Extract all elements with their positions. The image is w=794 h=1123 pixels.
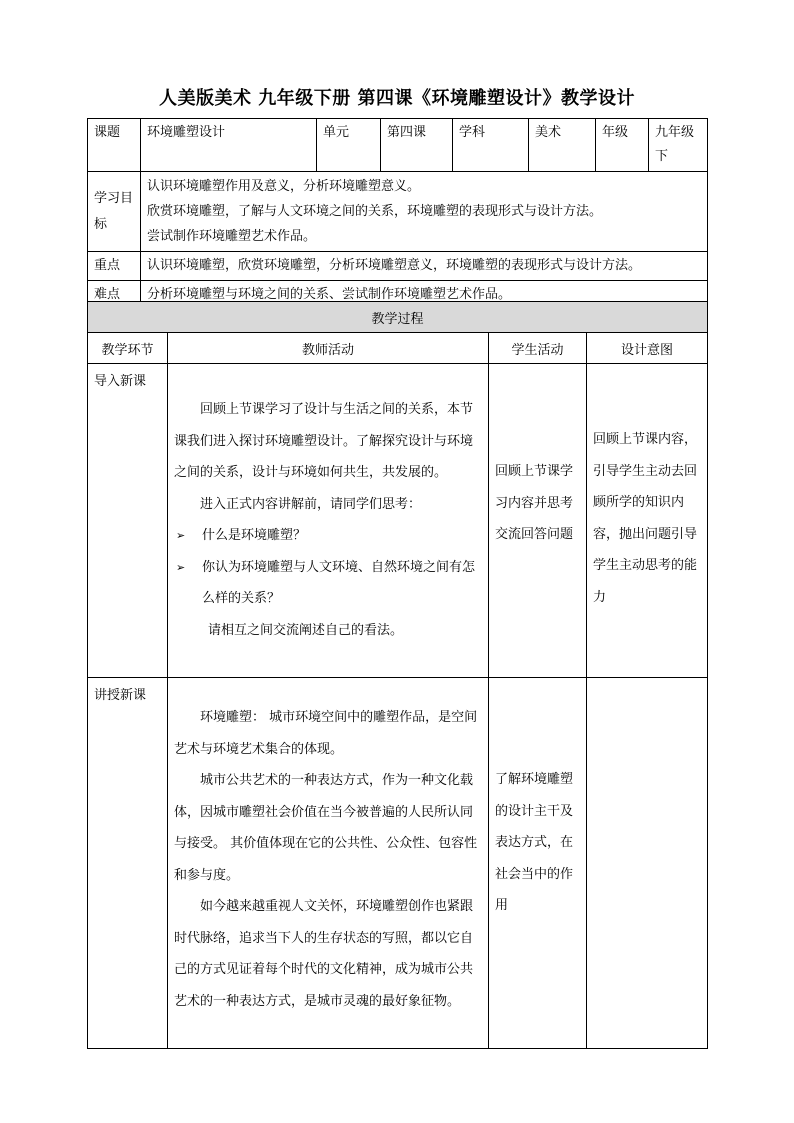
info-row-objectives	[88, 172, 708, 252]
teacher-paragraph: 回顾上节课学习了设计与生活之间的关系，本节课我们进入探讨环境雕塑设计。了解探究设计与环境之间的关系，设计与环境如何共生，共发展的。	[174, 402, 474, 480]
teaching-process-table	[87, 301, 708, 1049]
arrow-bullet-icon: ➢	[176, 529, 186, 542]
teacher-paragraph: 城市公共艺术的一种表达方式，作为一种文化载体，因城市雕塑社会价值在当今被普遍的人民所认同与接受。 其价值体现在它的公共性、公众性、包容性和参与度。	[174, 773, 478, 883]
objective-item: 尝试制作环境雕塑艺术作品。	[147, 229, 317, 244]
topic-label: 课题	[88, 119, 141, 172]
student-activity-new-lesson: 了解环境雕塑的设计主干及表达方式，在社会当中的作用	[489, 678, 587, 1049]
unit-value: 第四课	[381, 119, 453, 172]
design-intent-intro: 回顾上节课内容，引导学生主动去回顾所学的知识内容，抛出问题引导学生主动思考的能力	[587, 364, 708, 678]
objectives-label: 学习目标	[88, 172, 141, 252]
key-label: 重点	[88, 252, 141, 281]
column-header-teacher: 教师活动	[168, 333, 489, 364]
unit-label: 单元	[317, 119, 381, 172]
student-activity-intro: 回顾上节课学习内容并思考交流回答问题	[489, 364, 587, 678]
teacher-paragraph: 如今越来越重视人文关怀，环境雕塑创作也紧跟时代脉络，追求当下人的生存状态的写照，都以它自己的方式见证着每个时代的文化精神，成为城市公共艺术的一种表达方式，是城市灵魂的最好象征物。	[174, 899, 474, 1009]
subject-label: 学科	[453, 119, 529, 172]
teacher-activity-intro	[168, 364, 489, 678]
question-item: ➢ 你认为环境雕塑与人文环境、自然环境之间有怎么样的关系？	[174, 552, 482, 615]
column-header-student: 学生活动	[489, 333, 587, 364]
column-header-stage: 教学环节	[88, 333, 168, 364]
teacher-paragraph: 请相互之间交流阐述自己的看法。	[208, 622, 404, 638]
process-row-new-lesson	[88, 678, 708, 1049]
teacher-paragraph: 环境雕塑： 城市环境空间中的雕塑作品，是空间艺术与环境艺术集合的体现。	[174, 710, 478, 757]
objective-item: 欣赏环境雕塑，了解与人文环境之间的关系，环境雕塑的表现形式与设计方法。	[147, 204, 603, 219]
teacher-paragraph: 进入正式内容讲解前，请同学们思考：	[200, 496, 422, 512]
objective-item: 认识环境雕塑作用及意义，分析环境雕塑意义。	[147, 179, 421, 194]
grade-value: 九年级下	[649, 119, 708, 172]
question-item: ➢ 什么是环境雕塑？	[174, 520, 482, 552]
arrow-bullet-icon: ➢	[176, 560, 186, 574]
subject-value: 美术	[529, 119, 596, 172]
difficulty-label: 难点	[88, 281, 141, 310]
process-section-title: 教学过程	[88, 302, 708, 333]
process-column-headers	[88, 333, 708, 364]
info-row-topic	[88, 119, 708, 172]
objectives-cell	[141, 172, 708, 252]
info-row-key	[88, 252, 708, 281]
teacher-activity-new-lesson	[168, 678, 489, 1049]
document-title: 人美版美术 九年级下册 第四课《环境雕塑设计》教学设计	[158, 88, 636, 109]
stage-new-lesson: 讲授新课	[88, 678, 168, 1049]
process-row-intro	[88, 364, 708, 678]
topic-value: 环境雕塑设计	[141, 119, 317, 172]
stage-intro: 导入新课	[88, 364, 168, 678]
column-header-intent: 设计意图	[587, 333, 708, 364]
grade-label: 年级	[596, 119, 649, 172]
process-section-header	[88, 302, 708, 333]
lesson-info-table	[87, 118, 708, 310]
difficulty-value: 分析环境雕塑与环境之间的关系、尝试制作环境雕塑艺术作品。	[141, 281, 708, 310]
key-value: 认识环境雕塑，欣赏环境雕塑，分析环境雕塑意义，环境雕塑的表现形式与设计方法。	[141, 252, 708, 281]
design-intent-new-lesson	[587, 678, 708, 1049]
